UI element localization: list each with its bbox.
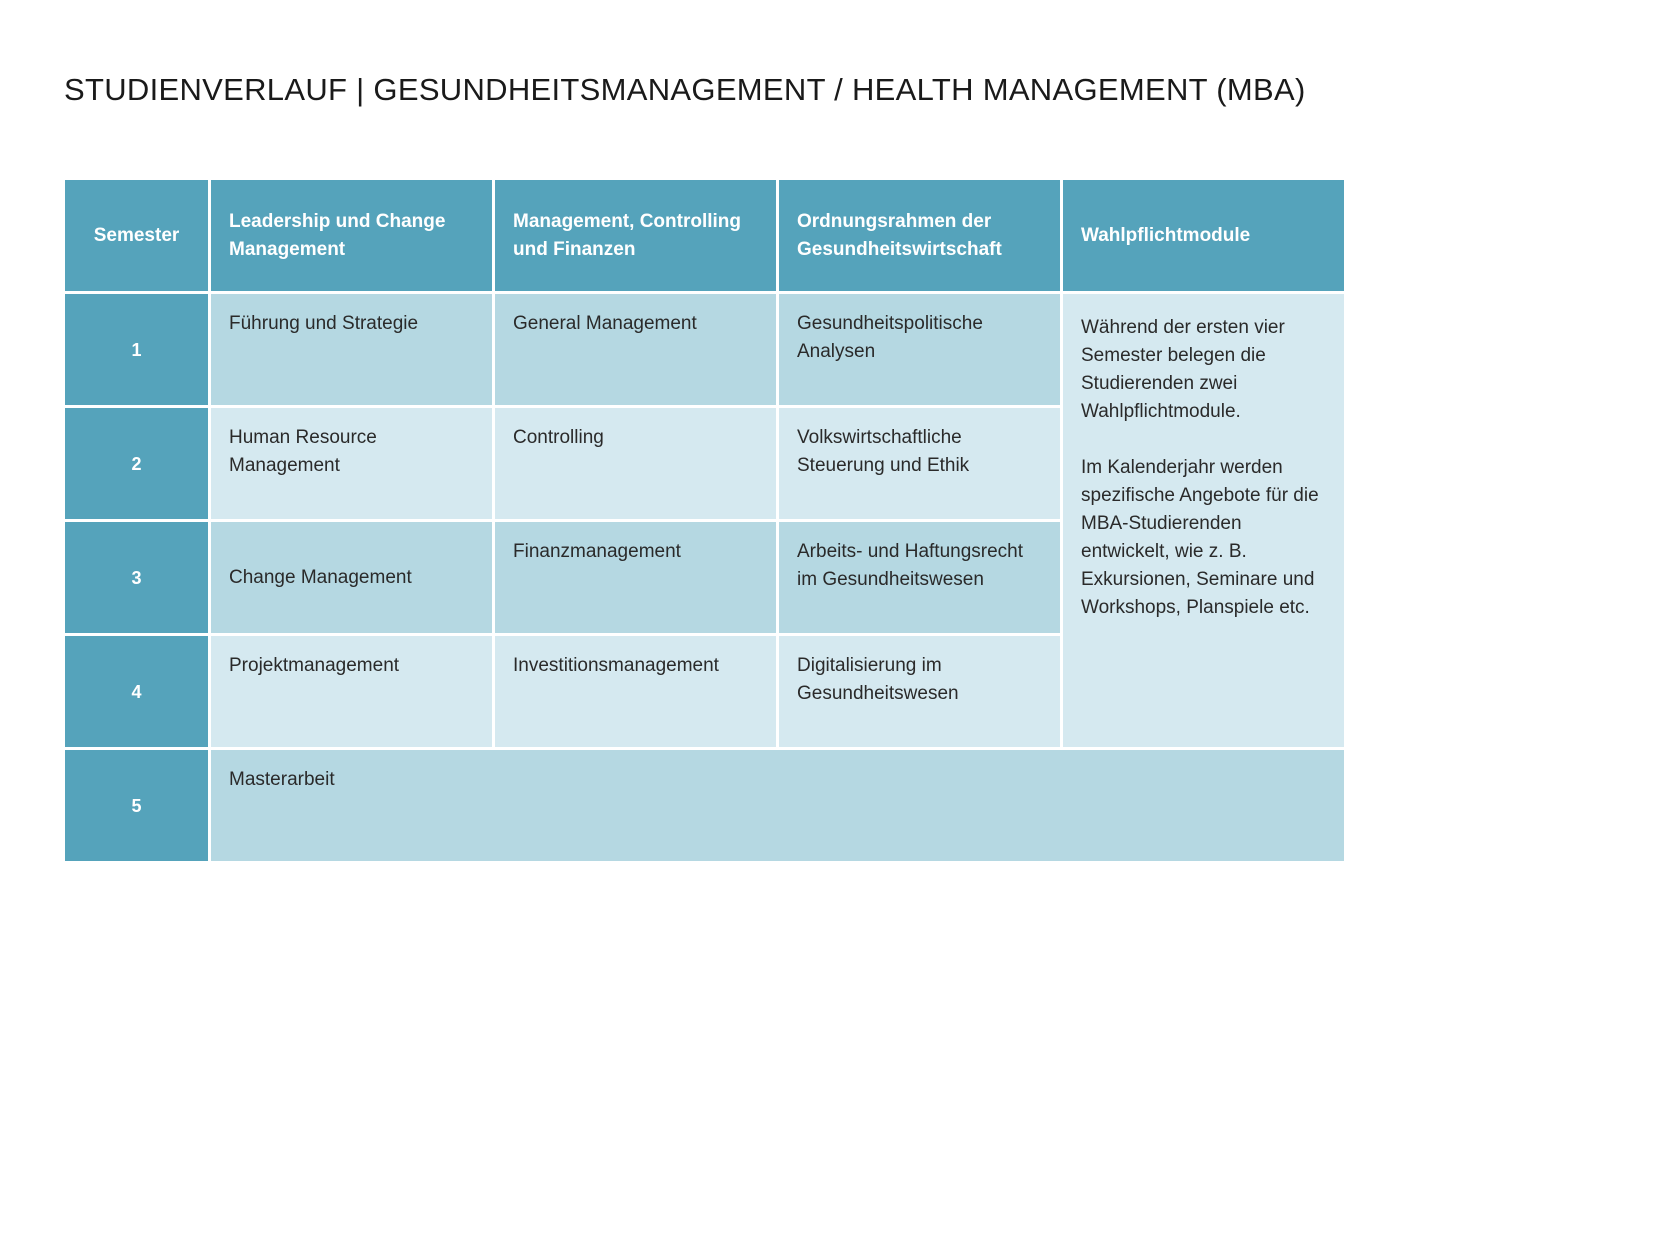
semester-number: 3 [65, 522, 208, 633]
semester-number: 4 [65, 636, 208, 747]
header-ordnungsrahmen: Ordnungsrahmen der Gesundheitswirtschaft [779, 180, 1060, 291]
header-semester: Semester [65, 180, 208, 291]
module-cell: Gesundheitspolitische Analysen [779, 294, 1060, 405]
module-cell: Digitalisierung im Gesundheitswesen [779, 636, 1060, 747]
header-wahlpflicht: Wahlpflichtmodule [1063, 180, 1344, 291]
curriculum-table [65, 180, 1346, 861]
header-management: Management, Controlling und Finanzen [495, 180, 776, 291]
module-cell: General Management [495, 294, 776, 405]
semester-number: 1 [65, 294, 208, 405]
module-cell: Projektmanagement [211, 636, 492, 747]
module-cell: Volkswirtschaftliche Steuerung und Ethik [779, 408, 1060, 519]
module-cell: Controlling [495, 408, 776, 519]
semester-number: 5 [65, 750, 208, 861]
module-cell [211, 522, 492, 633]
masterarbeit-cell: Masterarbeit [211, 750, 1344, 861]
semester-number: 2 [65, 408, 208, 519]
page-title: STUDIENVERLAUF | GESUNDHEITSMANAGEMENT / HEALTH MANAGEMENT (MBA) [64, 72, 1306, 107]
header-leadership: Leadership und Change Management [211, 180, 492, 291]
module-cell: Finanzmanagement [495, 522, 776, 633]
module-cell: Investitionsmanagement [495, 636, 776, 747]
module-label: Change Management [229, 566, 412, 588]
wahlpflicht-description [1063, 294, 1344, 747]
module-cell: Human Resource Management [211, 408, 492, 519]
module-cell: Arbeits- und Haftungsrecht im Gesundheitswesen [779, 522, 1060, 633]
module-cell: Führung und Strategie [211, 294, 492, 405]
wahlpflicht-paragraph: Im Kalenderjahr werden spezifische Angebote für die MBA-Studierenden entwickelt, wie z. B. Exkursionen, Seminare und Workshops, Planspiele etc. [1081, 457, 1319, 618]
wahlpflicht-paragraph: Während der ersten vier Semester belegen die Studierenden zwei Wahlpflichtmodule. [1081, 317, 1285, 422]
